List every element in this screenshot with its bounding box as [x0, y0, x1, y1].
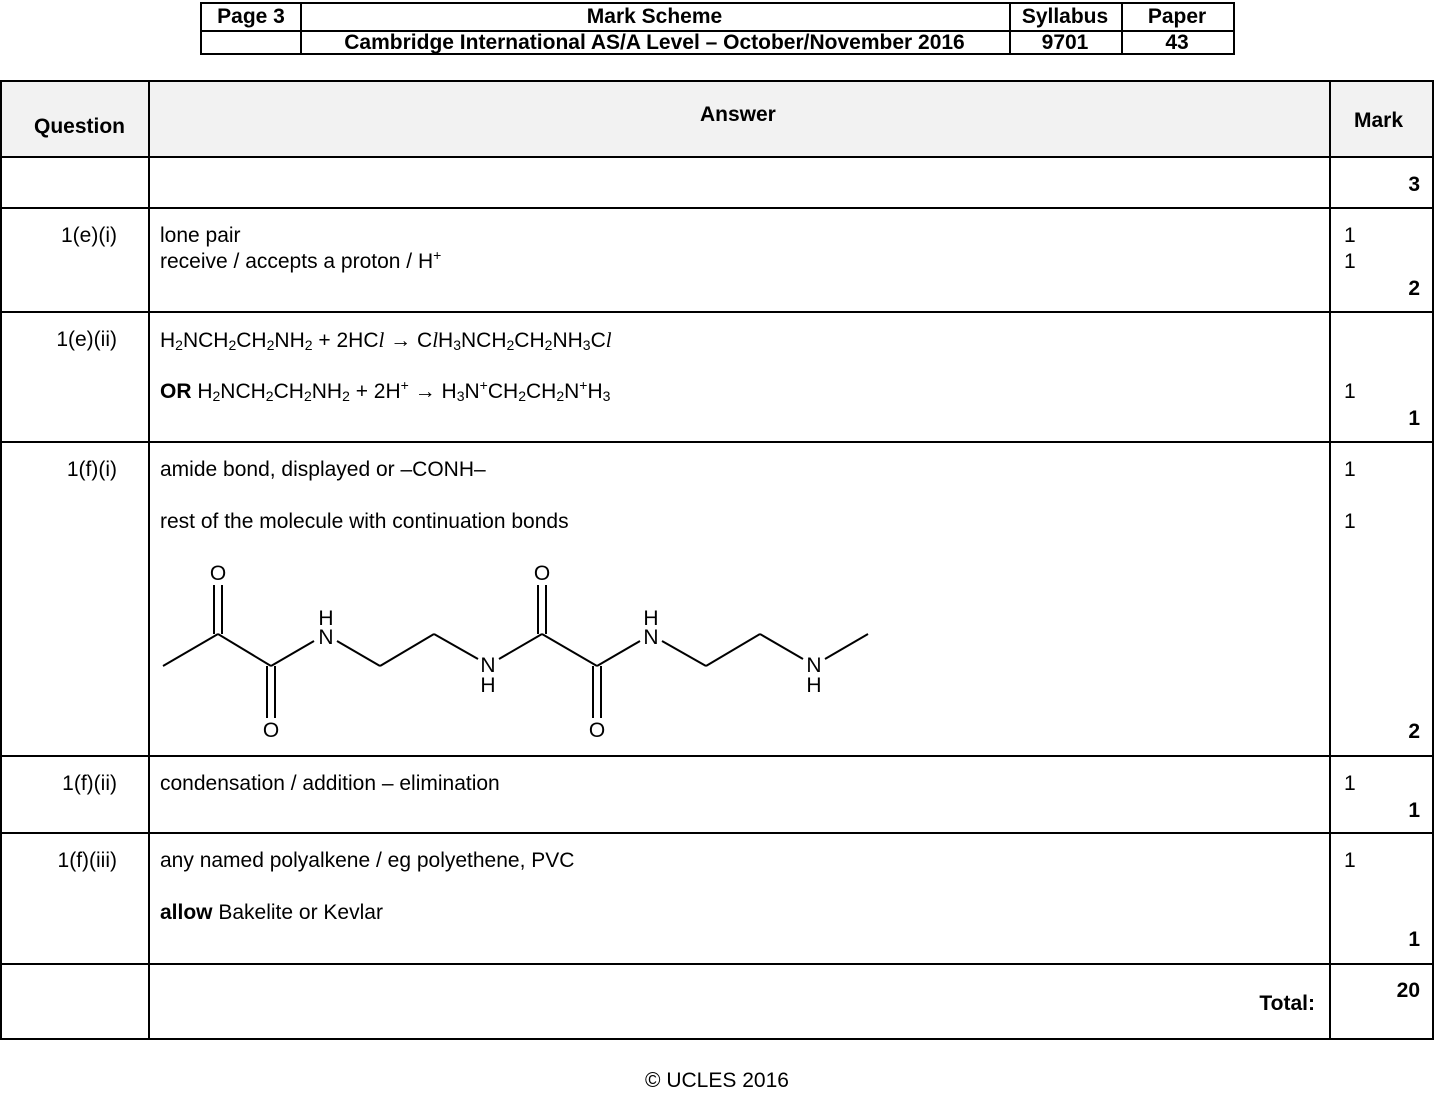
footer-copyright: © UCLES 2016: [645, 1069, 789, 1092]
col-question-header: Question: [34, 115, 126, 138]
mark: 1: [1344, 772, 1356, 795]
mark: 1: [1344, 250, 1356, 273]
total-label: Total:: [1259, 992, 1315, 1015]
polyamide-structure: [150, 555, 890, 745]
row-total-mark: 1: [1408, 799, 1420, 822]
row-total-mark: 2: [1408, 277, 1420, 300]
answer-line: rest of the molecule with continuation bonds: [160, 510, 569, 533]
page-number: Page 3: [217, 5, 285, 28]
answer-line: any named polyalkene / eg polyethene, PVC: [160, 849, 575, 872]
answer-line: receive / accepts a proton / H+: [160, 247, 442, 273]
qualification: Cambridge International AS/A Level – October/November 2016: [344, 31, 965, 54]
hydrogen-label: H: [318, 607, 334, 630]
col-answer-header: Answer: [700, 103, 776, 126]
question-number: 1(f)(ii): [62, 772, 117, 795]
syllabus-code: 9701: [1041, 31, 1089, 54]
row-total-mark: 2: [1408, 720, 1420, 743]
hydrogen-label: H: [480, 674, 496, 697]
hydrogen-label: H: [806, 674, 822, 697]
row-total-mark: 1: [1408, 407, 1420, 430]
oxygen-label: O: [533, 562, 551, 585]
hydrogen-label: H: [643, 607, 659, 630]
paper-number: 43: [1165, 31, 1189, 54]
nitrogen-label: N: [318, 626, 334, 649]
nitrogen-label: N: [806, 654, 822, 677]
oxygen-label: O: [209, 562, 227, 585]
col-mark-header: Mark: [1354, 109, 1404, 132]
mark: 1: [1344, 510, 1356, 533]
nitrogen-label: N: [643, 626, 659, 649]
answer-line: amide bond, displayed or –CONH–: [160, 458, 486, 481]
syllabus-label: Syllabus: [1021, 5, 1109, 28]
row-total-mark: 1: [1408, 928, 1420, 951]
row-total-mark: 3: [1408, 173, 1420, 196]
mark: 1: [1344, 224, 1356, 247]
header-table: [200, 2, 1235, 55]
grand-total-mark: 20: [1396, 979, 1420, 1002]
question-number: 1(e)(i): [61, 224, 117, 247]
question-number: 1(f)(i): [66, 458, 117, 481]
question-number: 1(e)(ii): [56, 328, 117, 351]
equation-proton: OR $H_2NCH_2CH_2NH_2 + 2H^+ \to H_3N^+CH_2CH_2N^+H_3$: [160, 377, 611, 404]
paper-label: Paper: [1147, 5, 1207, 28]
mark: 1: [1344, 458, 1356, 481]
nitrogen-label: N: [480, 654, 496, 677]
mark: 1: [1344, 380, 1356, 403]
answer-line: lone pair: [160, 224, 241, 247]
oxygen-label: O: [262, 719, 280, 742]
oxygen-label: O: [588, 719, 606, 742]
answer-line: allow Bakelite or Kevlar: [160, 901, 383, 924]
question-number: 1(f)(iii): [57, 849, 117, 872]
mark: 1: [1344, 849, 1356, 872]
mark-scheme-title: Mark Scheme: [586, 5, 723, 28]
equation-hcl: $H_2NCH_2CH_2NH_2 + 2HCl \to ClH_3NCH_2CH_2NH_3Cl$: [160, 328, 612, 353]
answer-line: condensation / addition – elimination: [160, 772, 500, 795]
